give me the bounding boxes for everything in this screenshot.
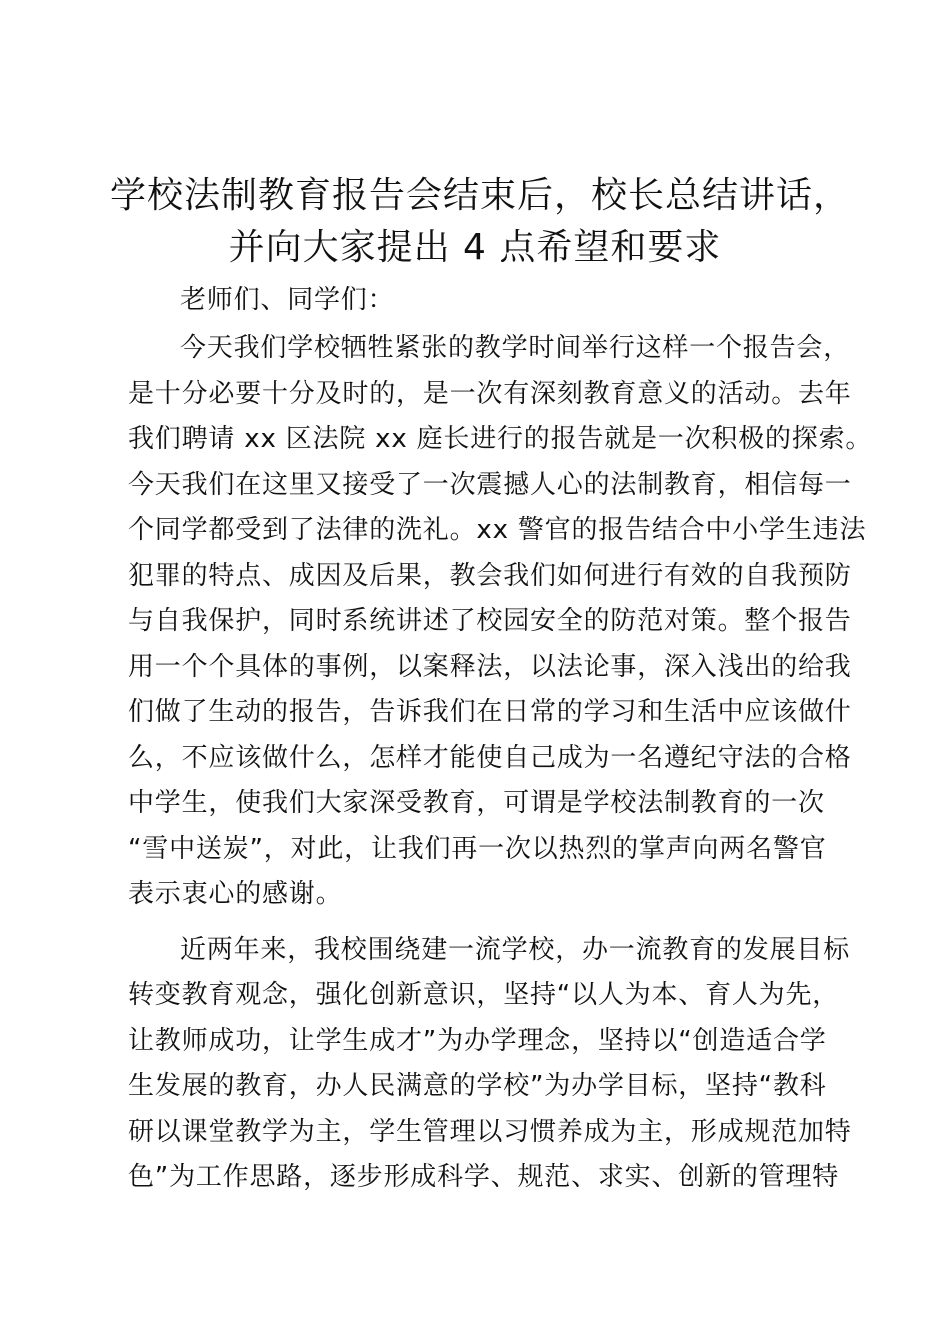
paragraph-line: 与自我保护，同时系统讲述了校园安全的防范对策。整个报告 (128, 606, 852, 636)
paragraph-line: 生发展的教育，办人民满意的学校”为办学目标，坚持“教科 (128, 1071, 827, 1101)
title-line-1: 学校法制教育报告会结束后，校长总结讲话， (110, 175, 851, 216)
paragraph-1 (128, 326, 873, 918)
paragraph-line: “雪中送炭”，对此，让我们再一次以热烈的掌声向两名警官 (128, 833, 827, 864)
paragraph-spacer (128, 918, 832, 928)
paragraph-2 (128, 928, 852, 1201)
paragraph-line: 我们聘请 xx 区法院 xx 庭长进行的报告就是一次积极的探索。 (128, 424, 873, 454)
paragraph-line: 个同学都受到了法律的洗礼。xx 警官的报告结合中小学生违法 (128, 515, 867, 545)
paragraph-line: 用一个个具体的事例，以案释法，以法论事，深入浅出的给我 (128, 651, 852, 682)
paragraph-line: 们做了生动的报告，告诉我们在日常的学习和生活中应该做什 (128, 697, 852, 727)
paragraph-line: 是十分必要十分及时的，是一次有深刻教育意义的活动。去年 (128, 378, 852, 409)
document-title (110, 170, 851, 274)
paragraph-line: 让教师成功，让学生成才”为办学理念，坚持以“创造适合学 (128, 1025, 827, 1056)
paragraph-line: 今天我们学校牺牲紧张的教学时间举行这样一个报告会， (180, 333, 851, 363)
paragraph-line: 今天我们在这里又接受了一次震撼人心的法制教育，相信每一 (128, 469, 852, 500)
title-line-2: 并向大家提出 4 点希望和要求 (228, 227, 722, 268)
paragraph-line: 犯罪的特点、成因及后果，教会我们如何进行有效的自我预防 (128, 560, 852, 591)
paragraph-line: 表示衷心的感谢。 (128, 879, 343, 909)
paragraph-line: 色”为工作思路，逐步形成科学、规范、求实、创新的管理特 (128, 1162, 840, 1192)
salutation: 老师们、同学们： (180, 285, 395, 315)
paragraph-line: 研以课堂教学为主，学生管理以习惯养成为主，形成规范加特 (128, 1116, 852, 1147)
paragraph-line: 转变教育观念，强化创新意识，坚持“以人为本、育人为先， (128, 980, 840, 1010)
paragraph-line: 近两年来，我校围绕建一流学校，办一流教育的发展目标 (180, 934, 851, 965)
paragraph-line: 么，不应该做什么，怎样才能使自己成为一名遵纪守法的合格 (128, 742, 852, 773)
document-body (128, 280, 873, 1201)
paragraph-line: 中学生，使我们大家深受教育，可谓是学校法制教育的一次 (128, 788, 825, 818)
